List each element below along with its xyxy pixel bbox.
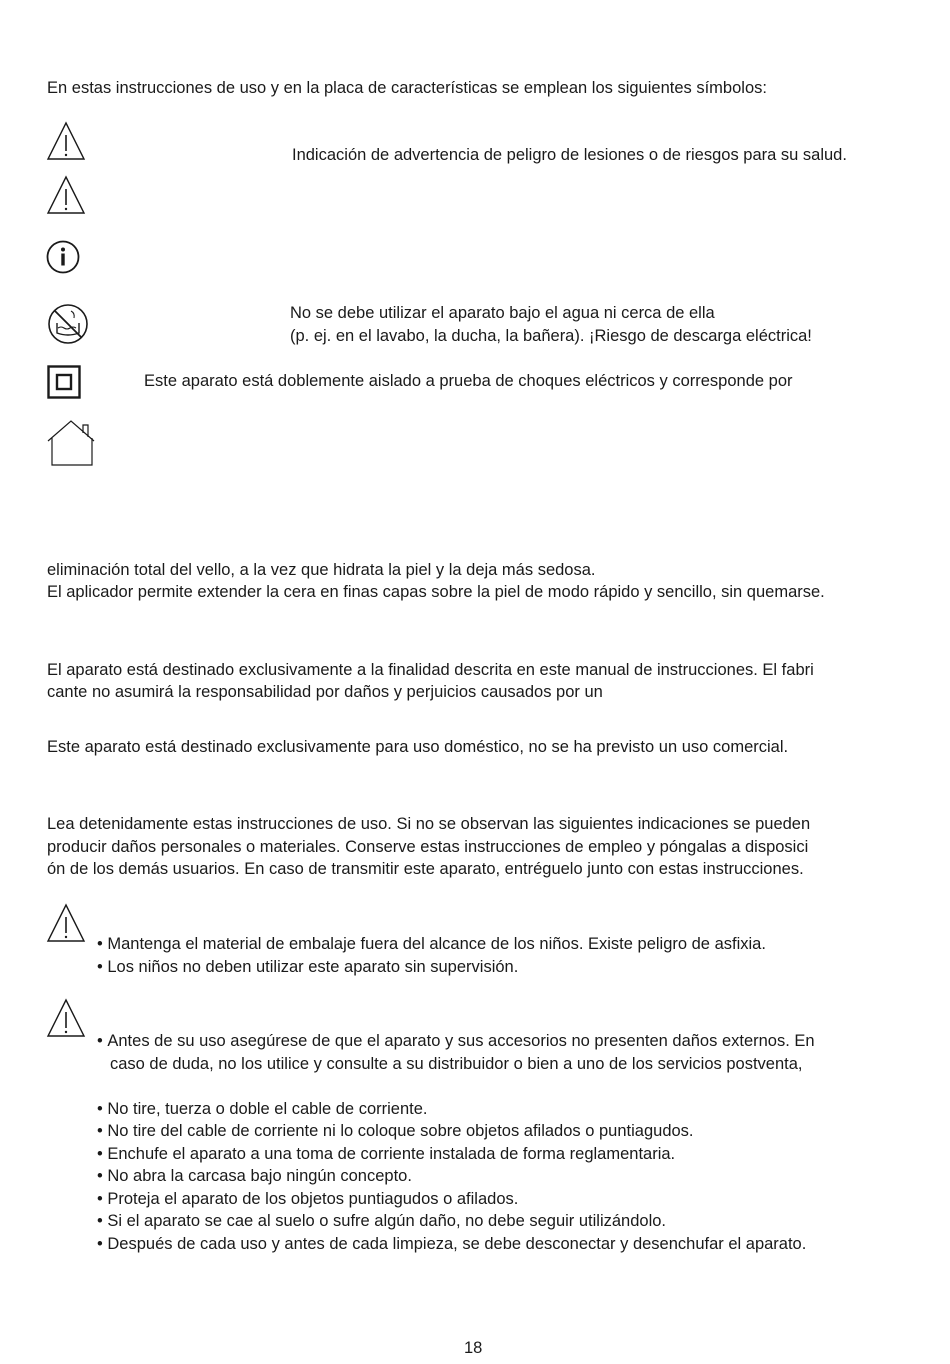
list-item: • No tire del cable de corriente ni lo coloque sobre objetos afilados o puntiagudos. <box>97 1120 694 1142</box>
list-item: • Después de cada uso y antes de cada limpieza, se debe desconectar y desenchufar el aparato. <box>97 1233 806 1255</box>
double-insulation-text: Este aparato está doblemente aislado a prueba de choques eléctricos y corresponde por <box>144 372 793 390</box>
caution-triangle-icon <box>46 175 86 215</box>
damage-warning-line1: • Antes de su uso asegúrese de que el aparato y sus accesorios no presenten daños externos. En <box>97 1030 815 1052</box>
list-item: • No tire, tuerza o doble el cable de corriente. <box>97 1098 427 1120</box>
list-item: • No abra la carcasa bajo ningún concepto. <box>97 1165 412 1187</box>
list-item: • Los niños no deben utilizar este aparato sin supervisión. <box>97 956 518 978</box>
warning-triangle-icon <box>46 121 86 161</box>
damage-warning-line2: caso de duda, no los utilice y consulte a su distribuidor o bien a uno de los servicios postventa, <box>110 1055 803 1073</box>
list-item: • Enchufe el aparato a una toma de corriente instalada de forma reglamentaria. <box>97 1143 675 1165</box>
list-item: • Mantenga el material de embalaje fuera del alcance de los niños. Existe peligro de asfixia. <box>97 933 766 955</box>
water-warning-line2: (p. ej. en el lavabo, la ducha, la bañera). ¡Riesgo de descarga eléctrica! <box>290 327 812 345</box>
domestic-use-text: Este aparato está destinado exclusivamente para uso doméstico, no se ha previsto un uso comercial. <box>47 738 789 756</box>
no-water-icon <box>46 303 90 345</box>
list-item: • Si el aparato se cae al suelo o sufre algún daño, no debe seguir utilizándolo. <box>97 1210 666 1232</box>
house-icon <box>47 419 95 467</box>
intended-use-line2: cante no asumirá la responsabilidad por daños y perjuicios causados por un <box>47 683 603 701</box>
intro-text: En estas instrucciones de uso y en la placa de características se emplean los siguientes símbolos: <box>47 79 767 97</box>
water-warning-line1: No se debe utilizar el aparato bajo el agua ni cerca de ella <box>290 304 715 322</box>
info-icon <box>46 240 80 274</box>
intended-use-line1: El aparato está destinado exclusivamente a la finalidad descrita en este manual de instrucciones. El fabri <box>47 661 814 679</box>
warning-description: Indicación de advertencia de peligro de lesiones o de riesgos para su salud. <box>292 146 847 164</box>
double-insulation-icon <box>47 365 81 399</box>
list-item: • Proteja el aparato de los objetos puntiagudos o afilados. <box>97 1188 518 1210</box>
page-number: 18 <box>464 1339 483 1357</box>
read-carefully-line2: producir daños personales o materiales. Conserve estas instrucciones de empleo y póngalas a disposici <box>47 838 809 856</box>
purpose-line1: eliminación total del vello, a la vez que hidrata la piel y la deja más sedosa. <box>47 561 596 579</box>
warning-triangle-icon <box>46 998 86 1038</box>
read-carefully-line3: ón de los demás usuarios. En caso de transmitir este aparato, entréguelo junto con estas instrucciones. <box>47 860 804 878</box>
purpose-line2: El aplicador permite extender la cera en finas capas sobre la piel de modo rápido y sencillo, sin quemarse. <box>47 583 825 601</box>
warning-triangle-icon <box>46 903 86 943</box>
read-carefully-line1: Lea detenidamente estas instrucciones de uso. Si no se observan las siguientes indicaciones se pueden <box>47 815 811 833</box>
